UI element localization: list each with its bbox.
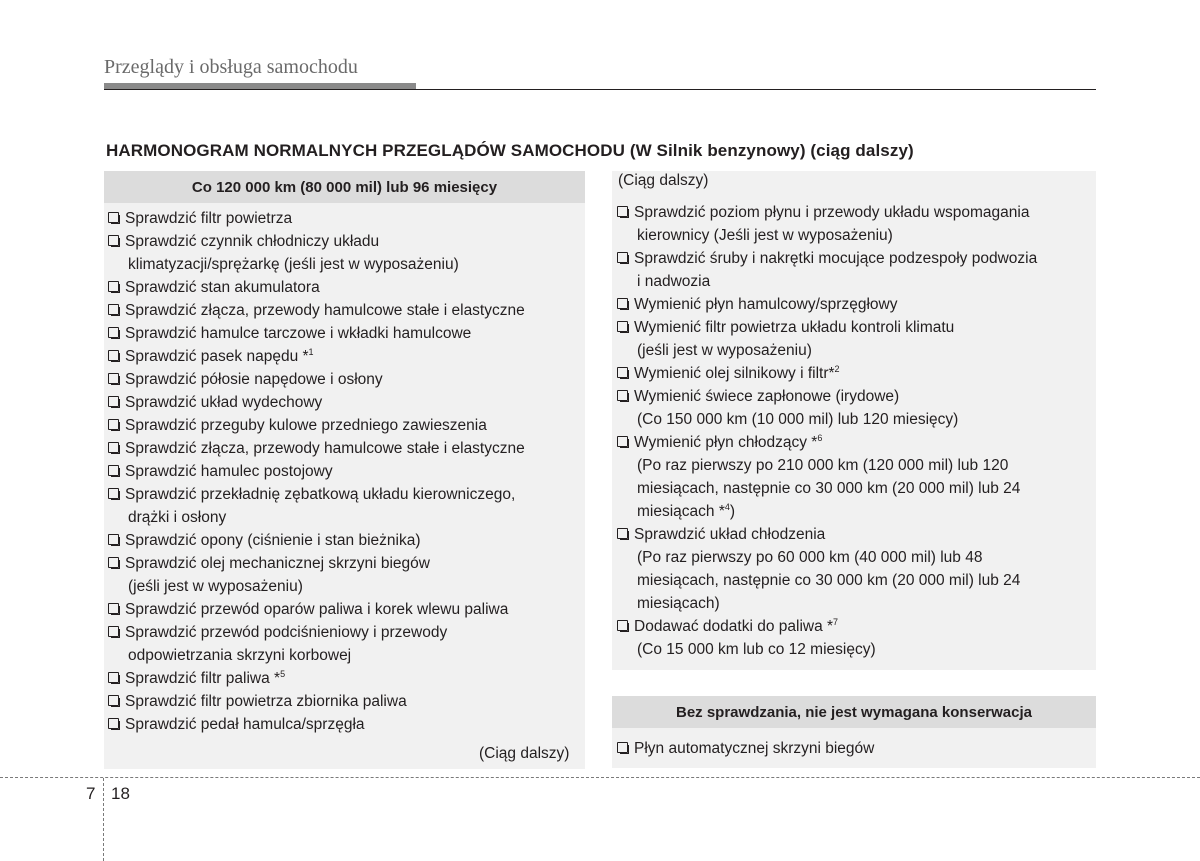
checklist-item-line (108, 690, 525, 713)
checklist-item-text: Sprawdzić czynnik chłodniczy układu (125, 233, 380, 250)
checklist-item-text: Sprawdzić przewód oparów paliwa i korek wlewu paliwa (125, 601, 509, 618)
checklist-item-line (108, 552, 525, 575)
checklist-item (108, 460, 525, 483)
checklist-item (617, 247, 1037, 293)
checklist-item (108, 414, 525, 437)
right-item-list (617, 201, 1037, 661)
continued-note-left: (Ciąg dalszy) (479, 745, 570, 762)
checklist-item-text: Sprawdzić złącza, przewody hamulcowe stałe i elastyczne (125, 440, 525, 457)
checklist-item-line (108, 345, 525, 368)
checkbox-icon (108, 350, 119, 361)
checkbox-icon (108, 603, 119, 614)
checklist-item-text: (Po raz pierwszy po 210 000 km (120 000 mil) lub 120 (637, 457, 1009, 474)
checkbox-icon (108, 396, 119, 407)
checklist-item-text: (Co 15 000 km lub co 12 miesięcy) (637, 641, 876, 658)
checklist-item-continuation (617, 339, 1037, 362)
checklist-item (617, 385, 1037, 431)
checklist-item-line (617, 362, 1037, 385)
checklist-item-line (108, 529, 525, 552)
checkbox-icon (108, 626, 119, 637)
checklist-item (108, 483, 525, 529)
checklist-item-text: Sprawdzić przekładnię zębatkową układu kierowniczego, (125, 486, 516, 503)
checkbox-icon (108, 672, 119, 683)
footnote-ref: 6 (817, 433, 823, 443)
checklist-item-line (617, 737, 874, 760)
checkbox-icon (617, 252, 628, 263)
header-rule-under (104, 89, 416, 90)
checklist-item (108, 552, 525, 598)
checklist-item (108, 368, 525, 391)
continued-note-right: (Ciąg dalszy) (618, 172, 709, 189)
checklist-item-text: Sprawdzić złącza, przewody hamulcowe stałe i elastyczne (125, 302, 525, 319)
checklist-item-line (617, 247, 1037, 270)
checklist-item-line (108, 598, 525, 621)
checklist-item-line (617, 316, 1037, 339)
checklist-item-continuation (617, 592, 1037, 615)
footer-vertical-rule (103, 778, 104, 861)
checklist-item-text: Wymienić płyn hamulcowy/sprzęgłowy (634, 296, 898, 313)
checklist-item-line (108, 299, 525, 322)
checklist-item-text: Płyn automatycznej skrzyni biegów (634, 740, 875, 757)
checklist-item (617, 737, 874, 760)
no-service-item-list (617, 737, 874, 760)
checklist-item-text: Wymienić filtr powietrza układu kontroli klimatu (634, 319, 955, 336)
checklist-item-line (108, 322, 525, 345)
checklist-item-text: Wymienić świece zapłonowe (irydowe) (634, 388, 900, 405)
checkbox-icon (108, 419, 119, 430)
checklist-item-line (617, 385, 1037, 408)
footnote-ref: 2 (834, 364, 840, 374)
header-rule-thin (416, 89, 1096, 90)
checklist-item (617, 316, 1037, 362)
checkbox-icon (617, 528, 628, 539)
checklist-item (108, 230, 525, 276)
checklist-item-text: Sprawdzić przeguby kulowe przedniego zawieszenia (125, 417, 487, 434)
footnote-ref: 1 (308, 347, 314, 357)
checkbox-icon (108, 488, 119, 499)
checklist-item-continuation (108, 575, 525, 598)
checklist-item-continuation (617, 569, 1037, 592)
checklist-item-line (108, 207, 525, 230)
checkbox-icon (108, 212, 119, 223)
checklist-item (108, 690, 525, 713)
checklist-item-line (617, 293, 1037, 316)
checklist-item-text: Sprawdzić olej mechanicznej skrzyni biegów (125, 555, 430, 572)
checklist-item-continuation (108, 644, 525, 667)
checklist-item-text: Sprawdzić opony (ciśnienie i stan bieżnika) (125, 532, 421, 549)
page-header-title: Przeglądy i obsługa samochodu (104, 56, 358, 78)
checklist-item-text: klimatyzacji/sprężarkę (jeśli jest w wyposażeniu) (128, 256, 459, 273)
checklist-item (617, 293, 1037, 316)
checklist-item (108, 391, 525, 414)
checklist-item-line (108, 483, 525, 506)
checkbox-icon (108, 718, 119, 729)
checklist-item-line (108, 460, 525, 483)
checklist-item-text: drążki i osłony (128, 509, 227, 526)
checklist-item-text: Sprawdzić przewód podciśnieniowy i przewody (125, 624, 448, 641)
checkbox-icon (617, 321, 628, 332)
checklist-item-text: Sprawdzić pasek napędu * (125, 348, 309, 365)
checkbox-icon (108, 281, 119, 292)
checkbox-icon (617, 742, 628, 753)
checkbox-icon (108, 442, 119, 453)
checklist-item-text: (Po raz pierwszy po 60 000 km (40 000 mil) lub 48 (637, 549, 983, 566)
checkbox-icon (617, 206, 628, 217)
checklist-item-text: (jeśli jest w wyposażeniu) (128, 578, 303, 595)
checklist-item-text: Sprawdzić filtr powietrza (125, 210, 293, 227)
checklist-item-text: miesiącach) (637, 595, 720, 612)
checklist-item-text: Sprawdzić hamulec postojowy (125, 463, 333, 480)
checklist-item-line (108, 391, 525, 414)
checklist-item-text: (jeśli jest w wyposażeniu) (637, 342, 812, 359)
checkbox-icon (108, 373, 119, 384)
footnote-ref: 7 (833, 617, 839, 627)
checkbox-icon (617, 620, 628, 631)
checklist-item (108, 713, 525, 736)
checklist-item-continuation (617, 638, 1037, 661)
checklist-item (108, 276, 525, 299)
checklist-item-line (108, 368, 525, 391)
checklist-item (108, 437, 525, 460)
checklist-item (617, 431, 1037, 523)
checklist-item-text: kierownicy (Jeśli jest w wyposażeniu) (637, 227, 893, 244)
checklist-item-continuation (617, 477, 1037, 500)
checklist-item-continuation (108, 506, 525, 529)
checklist-item-continuation (617, 270, 1037, 293)
checklist-item (617, 523, 1037, 615)
checklist-item (108, 322, 525, 345)
checklist-item (108, 667, 525, 690)
no-service-heading: Bez sprawdzania, nie jest wymagana konserwacja (612, 696, 1096, 728)
checklist-item-text: Sprawdzić układ chłodzenia (634, 526, 826, 543)
checklist-item-continuation (617, 408, 1037, 431)
checkbox-icon (617, 436, 628, 447)
checklist-item-text: i nadwozia (637, 273, 711, 290)
checklist-item (108, 598, 525, 621)
checkbox-icon (108, 557, 119, 568)
checklist-item (108, 207, 525, 230)
checklist-item-continuation (617, 500, 1037, 523)
checklist-item-line (617, 615, 1037, 638)
chapter-number: 7 (86, 784, 96, 803)
checklist-item-line (617, 431, 1037, 454)
checklist-item-text: Sprawdzić poziom płynu i przewody układu wspomagania (634, 204, 1030, 221)
checklist-item-line (617, 523, 1037, 546)
checklist-item-continuation (108, 253, 525, 276)
footer-rule (0, 777, 1200, 778)
checklist-item-line (108, 276, 525, 299)
checklist-item (108, 621, 525, 667)
checkbox-icon (108, 235, 119, 246)
checklist-item-text: Sprawdzić filtr powietrza zbiornika paliwa (125, 693, 407, 710)
checklist-item-text: Wymienić płyn chłodzący * (634, 434, 818, 451)
footnote-ref: 4 (724, 502, 730, 512)
checklist-item (108, 529, 525, 552)
checklist-item-text: ) (729, 503, 736, 520)
checklist-item-text: Sprawdzić filtr paliwa * (125, 670, 281, 687)
checklist-item-text: Dodawać dodatki do paliwa * (634, 618, 834, 635)
checklist-item-text: Sprawdzić układ wydechowy (125, 394, 323, 411)
checklist-item (617, 615, 1037, 661)
checklist-item-continuation (617, 454, 1037, 477)
section-heading: HARMONOGRAM NORMALNYCH PRZEGLĄDÓW SAMOCHODU (W Silnik benzynowy) (ciąg dalszy) (106, 141, 914, 160)
left-panel-heading: Co 120 000 km (80 000 mil) lub 96 miesięcy (104, 171, 585, 203)
checklist-item-text: miesiącach, następnie co 30 000 km (20 000 mil) lub 24 (637, 572, 1021, 589)
checklist-item-text: Sprawdzić hamulce tarczowe i wkładki hamulcowe (125, 325, 472, 342)
checkbox-icon (617, 298, 628, 309)
left-item-list (108, 207, 525, 736)
checkbox-icon (108, 304, 119, 315)
checkbox-icon (617, 390, 628, 401)
checklist-item-line (108, 667, 525, 690)
checklist-item (617, 362, 1037, 385)
checklist-item-line (108, 414, 525, 437)
checklist-item-continuation (617, 224, 1037, 247)
checklist-item-line (108, 230, 525, 253)
checklist-item-text: Sprawdzić półosie napędowe i osłony (125, 371, 383, 388)
footnote-ref: 5 (280, 669, 286, 679)
checkbox-icon (108, 695, 119, 706)
checklist-item-text: Wymienić olej silnikowy i filtr* (634, 365, 835, 382)
checklist-item-text: Sprawdzić stan akumulatora (125, 279, 320, 296)
page-number: 18 (111, 784, 130, 803)
checklist-item-line (617, 201, 1037, 224)
checkbox-icon (108, 534, 119, 545)
checkbox-icon (108, 465, 119, 476)
checklist-item-text: miesiącach, następnie co 30 000 km (20 000 mil) lub 24 (637, 480, 1021, 497)
checklist-item-text: Sprawdzić pedał hamulca/sprzęgła (125, 716, 365, 733)
checkbox-icon (617, 367, 628, 378)
checklist-item (108, 299, 525, 322)
checklist-item (108, 345, 525, 368)
checklist-item-text: odpowietrzania skrzyni korbowej (128, 647, 352, 664)
checklist-item-line (108, 713, 525, 736)
checklist-item-text: Sprawdzić śruby i nakrętki mocujące podzespoły podwozia (634, 250, 1038, 267)
checklist-item-continuation (617, 546, 1037, 569)
checklist-item-text: (Co 150 000 km (10 000 mil) lub 120 miesięcy) (637, 411, 959, 428)
checklist-item-line (108, 437, 525, 460)
checklist-item (617, 201, 1037, 247)
checklist-item-text: miesiącach * (637, 503, 725, 520)
checklist-item-line (108, 621, 525, 644)
checkbox-icon (108, 327, 119, 338)
